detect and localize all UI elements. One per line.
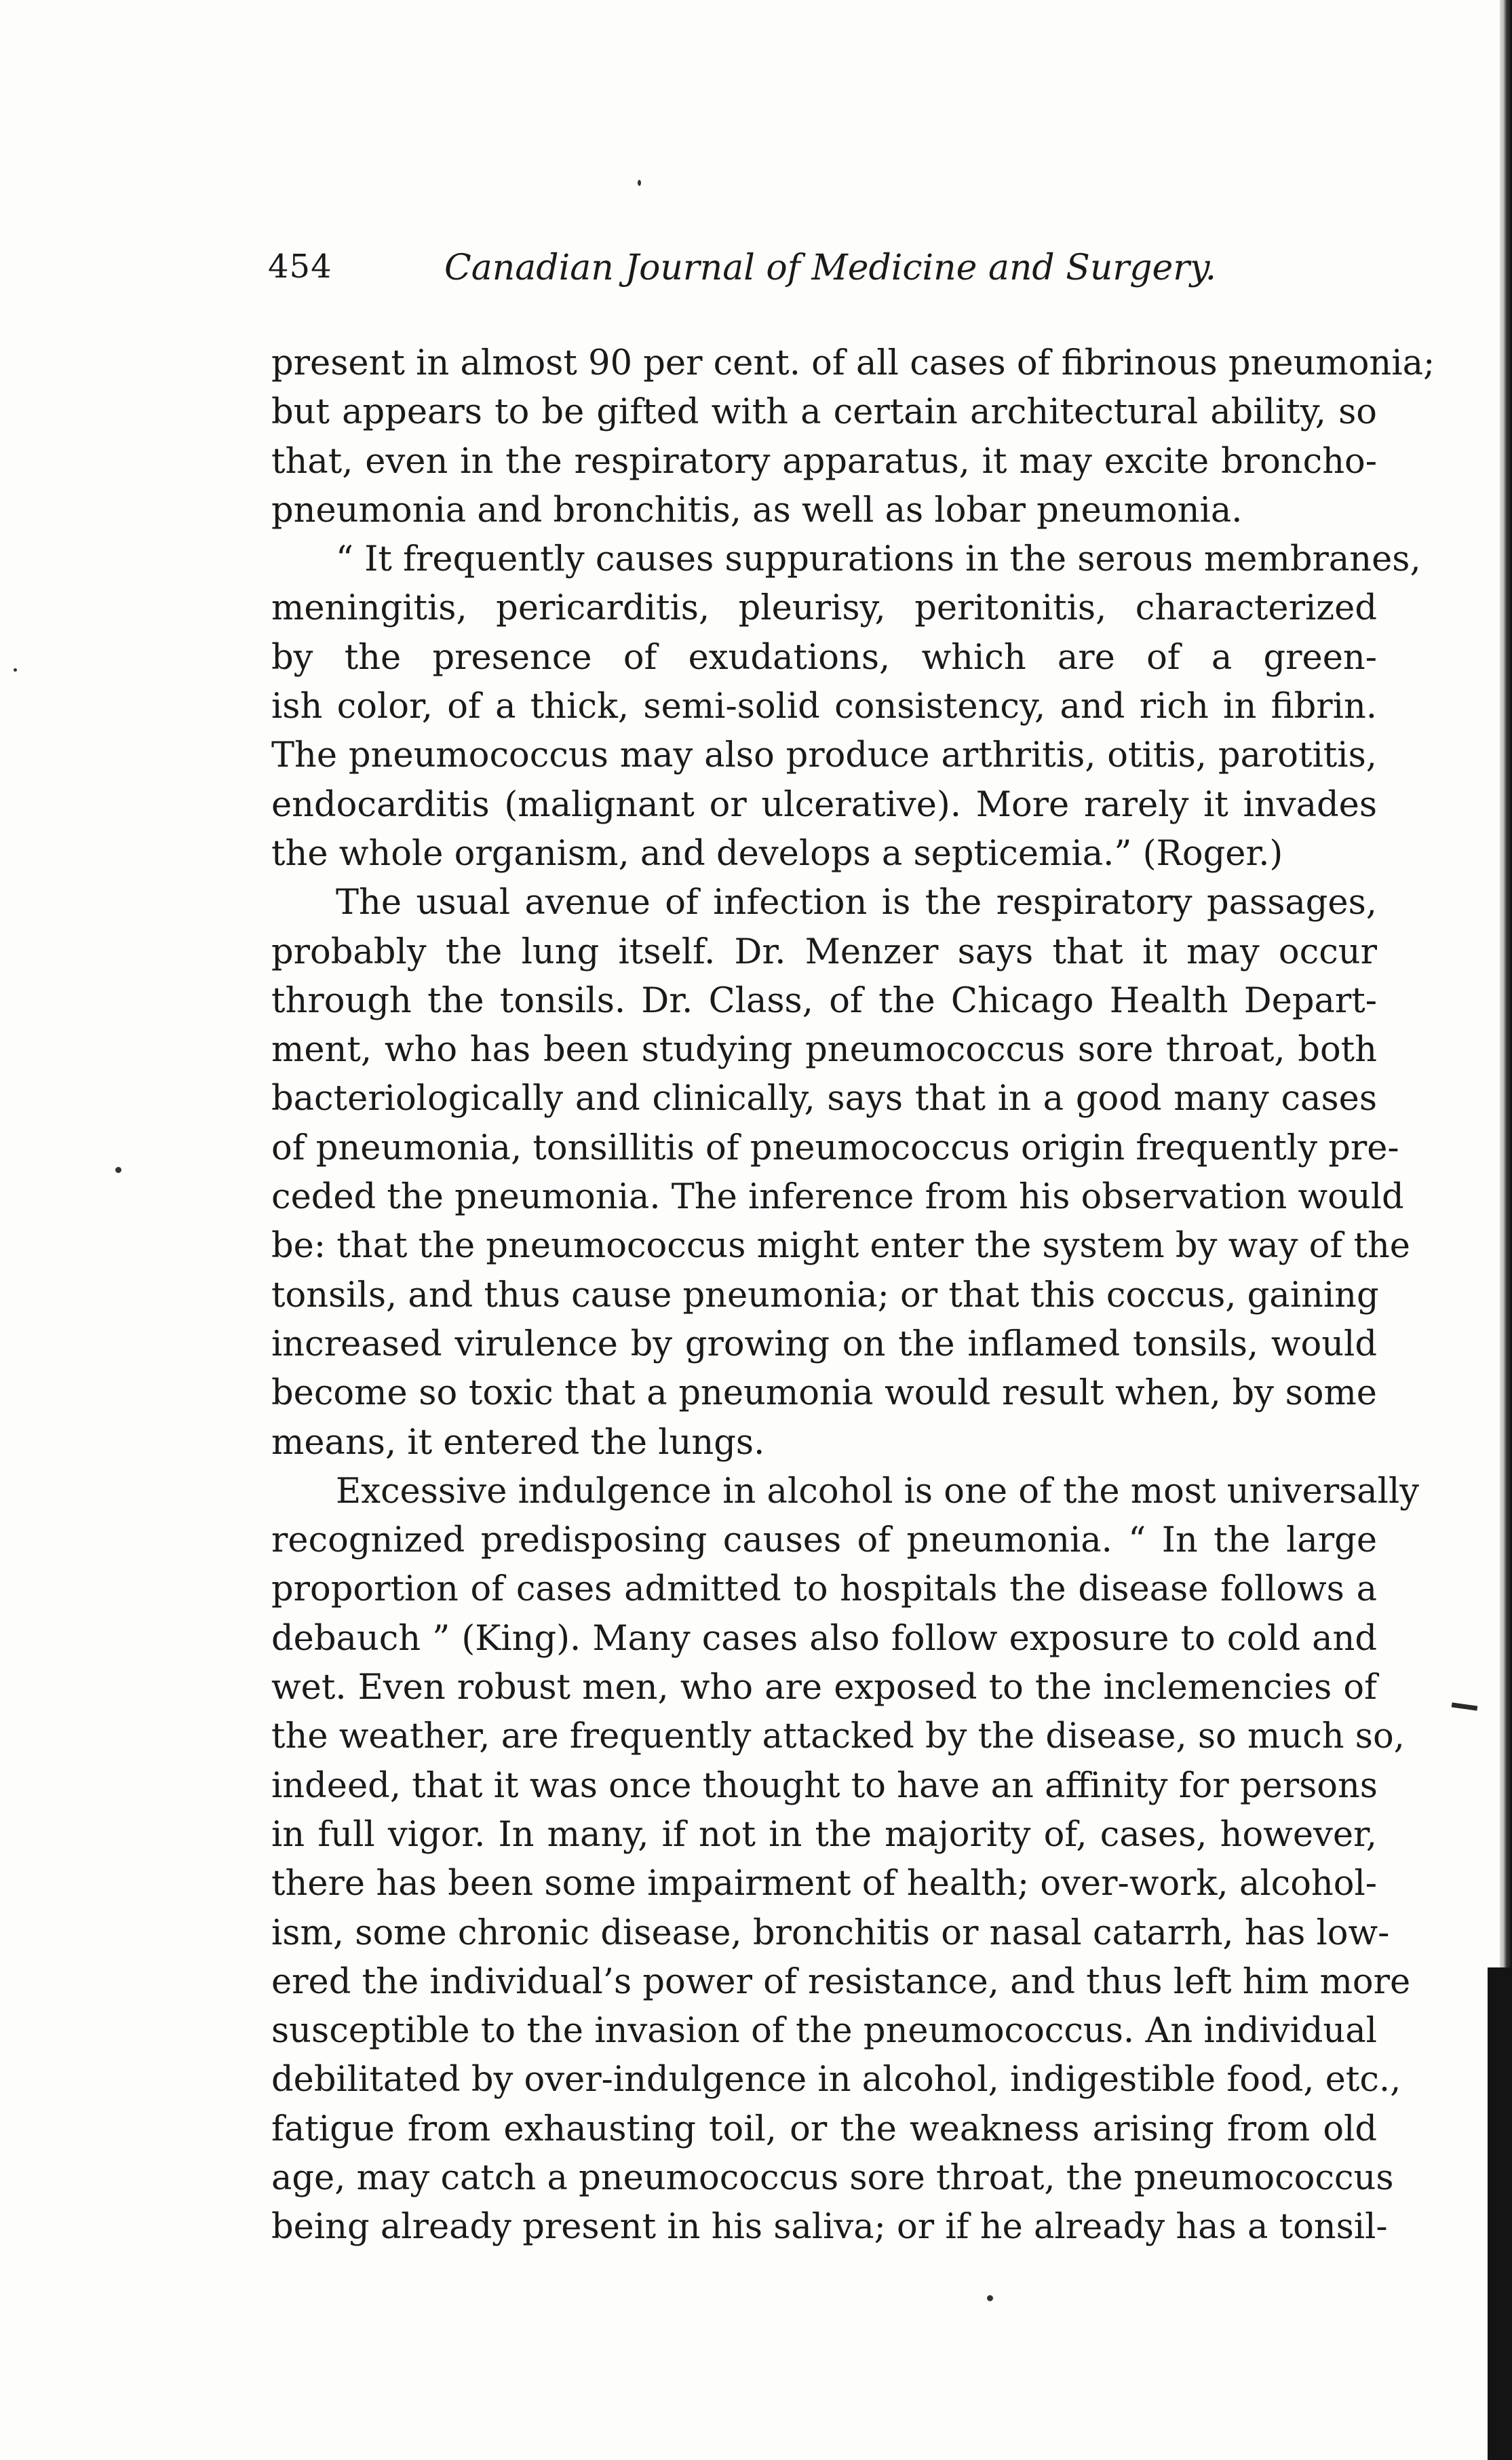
text-line: there has been some impairment of health; over-work, alcohol- xyxy=(271,1864,1377,1904)
text-line: The usual avenue of infection is the respiratory passages, xyxy=(336,883,1377,923)
text-line: of pneumonia, tonsillitis of pneumococcus origin frequently pre- xyxy=(271,1128,1399,1168)
text-line: tonsils, and thus cause pneumonia; or that this coccus, gaining xyxy=(271,1275,1379,1315)
text-line: increased virulence by growing on the inflamed tonsils, would xyxy=(271,1324,1377,1364)
text-line: fatigue from exhausting toil, or the weakness arising from old xyxy=(271,2109,1377,2149)
text-line: debauch ” (King). Many cases also follow exposure to cold and xyxy=(271,1618,1377,1659)
scan-speck xyxy=(638,180,641,186)
text-line: that, even in the respiratory apparatus, it may excite broncho- xyxy=(271,441,1377,482)
page-header xyxy=(268,248,1217,302)
text-line: pneumonia and bronchitis, as well as lobar pneumonia. xyxy=(271,490,1243,531)
scan-speck xyxy=(14,668,17,672)
text-line: be: that the pneumococcus might enter the system by way of the xyxy=(271,1226,1410,1267)
text-line: ment, who has been studying pneumococcus sore throat, both xyxy=(271,1030,1377,1071)
text-line: ered the individual’s power of resistance, and thus left him more xyxy=(271,1961,1411,2002)
text-line: proportion of cases admitted to hospitals the disease follows a xyxy=(271,1569,1377,1610)
scan-speck xyxy=(987,2295,993,2301)
article-body xyxy=(271,339,1435,2252)
text-line: recognized predisposing causes of pneumonia. “ In the large xyxy=(271,1520,1377,1561)
text-line: the weather, are frequently attacked by the disease, so much so, xyxy=(271,1716,1405,1757)
text-line: endocarditis (malignant or ulcerative). More rarely it invades xyxy=(271,784,1377,825)
text-line: the whole organism, and develops a septicemia.” (Roger.) xyxy=(271,833,1283,874)
text-line: wet. Even robust men, who are exposed to the inclemencies of xyxy=(271,1668,1377,1708)
text-line: “ It frequently causes suppurations in the serous membranes, xyxy=(336,539,1421,580)
text-line: being already present in his saliva; or if he already has a tonsil- xyxy=(271,2207,1388,2248)
text-line: ism, some chronic disease, bronchitis or nasal catarrh, has low- xyxy=(271,1913,1390,1953)
text-line: but appears to be gifted with a certain architectural ability, so xyxy=(271,392,1377,433)
text-line: in full vigor. In many, if not in the majority of, cases, however, xyxy=(271,1814,1377,1855)
text-line: ish color, of a thick, semi-solid consistency, and rich in fibrin. xyxy=(271,687,1377,727)
scan-speck xyxy=(115,1167,121,1173)
scan-mark xyxy=(1452,1702,1478,1710)
text-line: bacteriologically and clinically, says that in a good many cases xyxy=(271,1079,1377,1119)
running-title: Canadian Journal of Medicine and Surgery. xyxy=(444,248,1217,288)
text-line: Excessive indulgence in alcohol is one of the most universally xyxy=(336,1471,1420,1512)
text-line: through the tonsils. Dr. Class, of the Chicago Health Depart- xyxy=(271,980,1377,1021)
text-line: present in almost 90 per cent. of all cases of fibrinous pneumonia; xyxy=(271,343,1435,383)
text-line: susceptible to the invasion of the pneumococcus. An individual xyxy=(271,2011,1377,2052)
text-line: The pneumococcus may also produce arthritis, otitis, parotitis, xyxy=(271,735,1377,776)
text-line: debilitated by over-indulgence in alcohol, indigestible food, etc., xyxy=(271,2060,1401,2100)
text-line: become so toxic that a pneumonia would result when, by some xyxy=(271,1373,1377,1414)
text-line: ceded the pneumonia. The inference from his observation would xyxy=(271,1177,1404,1218)
text-line: age, may catch a pneumococcus sore throat, the pneumococcus xyxy=(271,2157,1394,2198)
text-line: indeed, that it was once thought to have an affinity for persons xyxy=(271,1765,1378,1806)
scan-edge-dark-band xyxy=(1488,1967,1512,2460)
text-line: by the presence of exudations, which are of a green- xyxy=(271,637,1377,678)
text-line: meningitis, pericarditis, pleurisy, peritonitis, characterized xyxy=(271,588,1377,629)
text-line: probably the lung itself. Dr. Menzer says that it may occur xyxy=(271,931,1377,972)
page-number: 454 xyxy=(268,248,332,286)
text-line: means, it entered the lungs. xyxy=(271,1422,765,1463)
